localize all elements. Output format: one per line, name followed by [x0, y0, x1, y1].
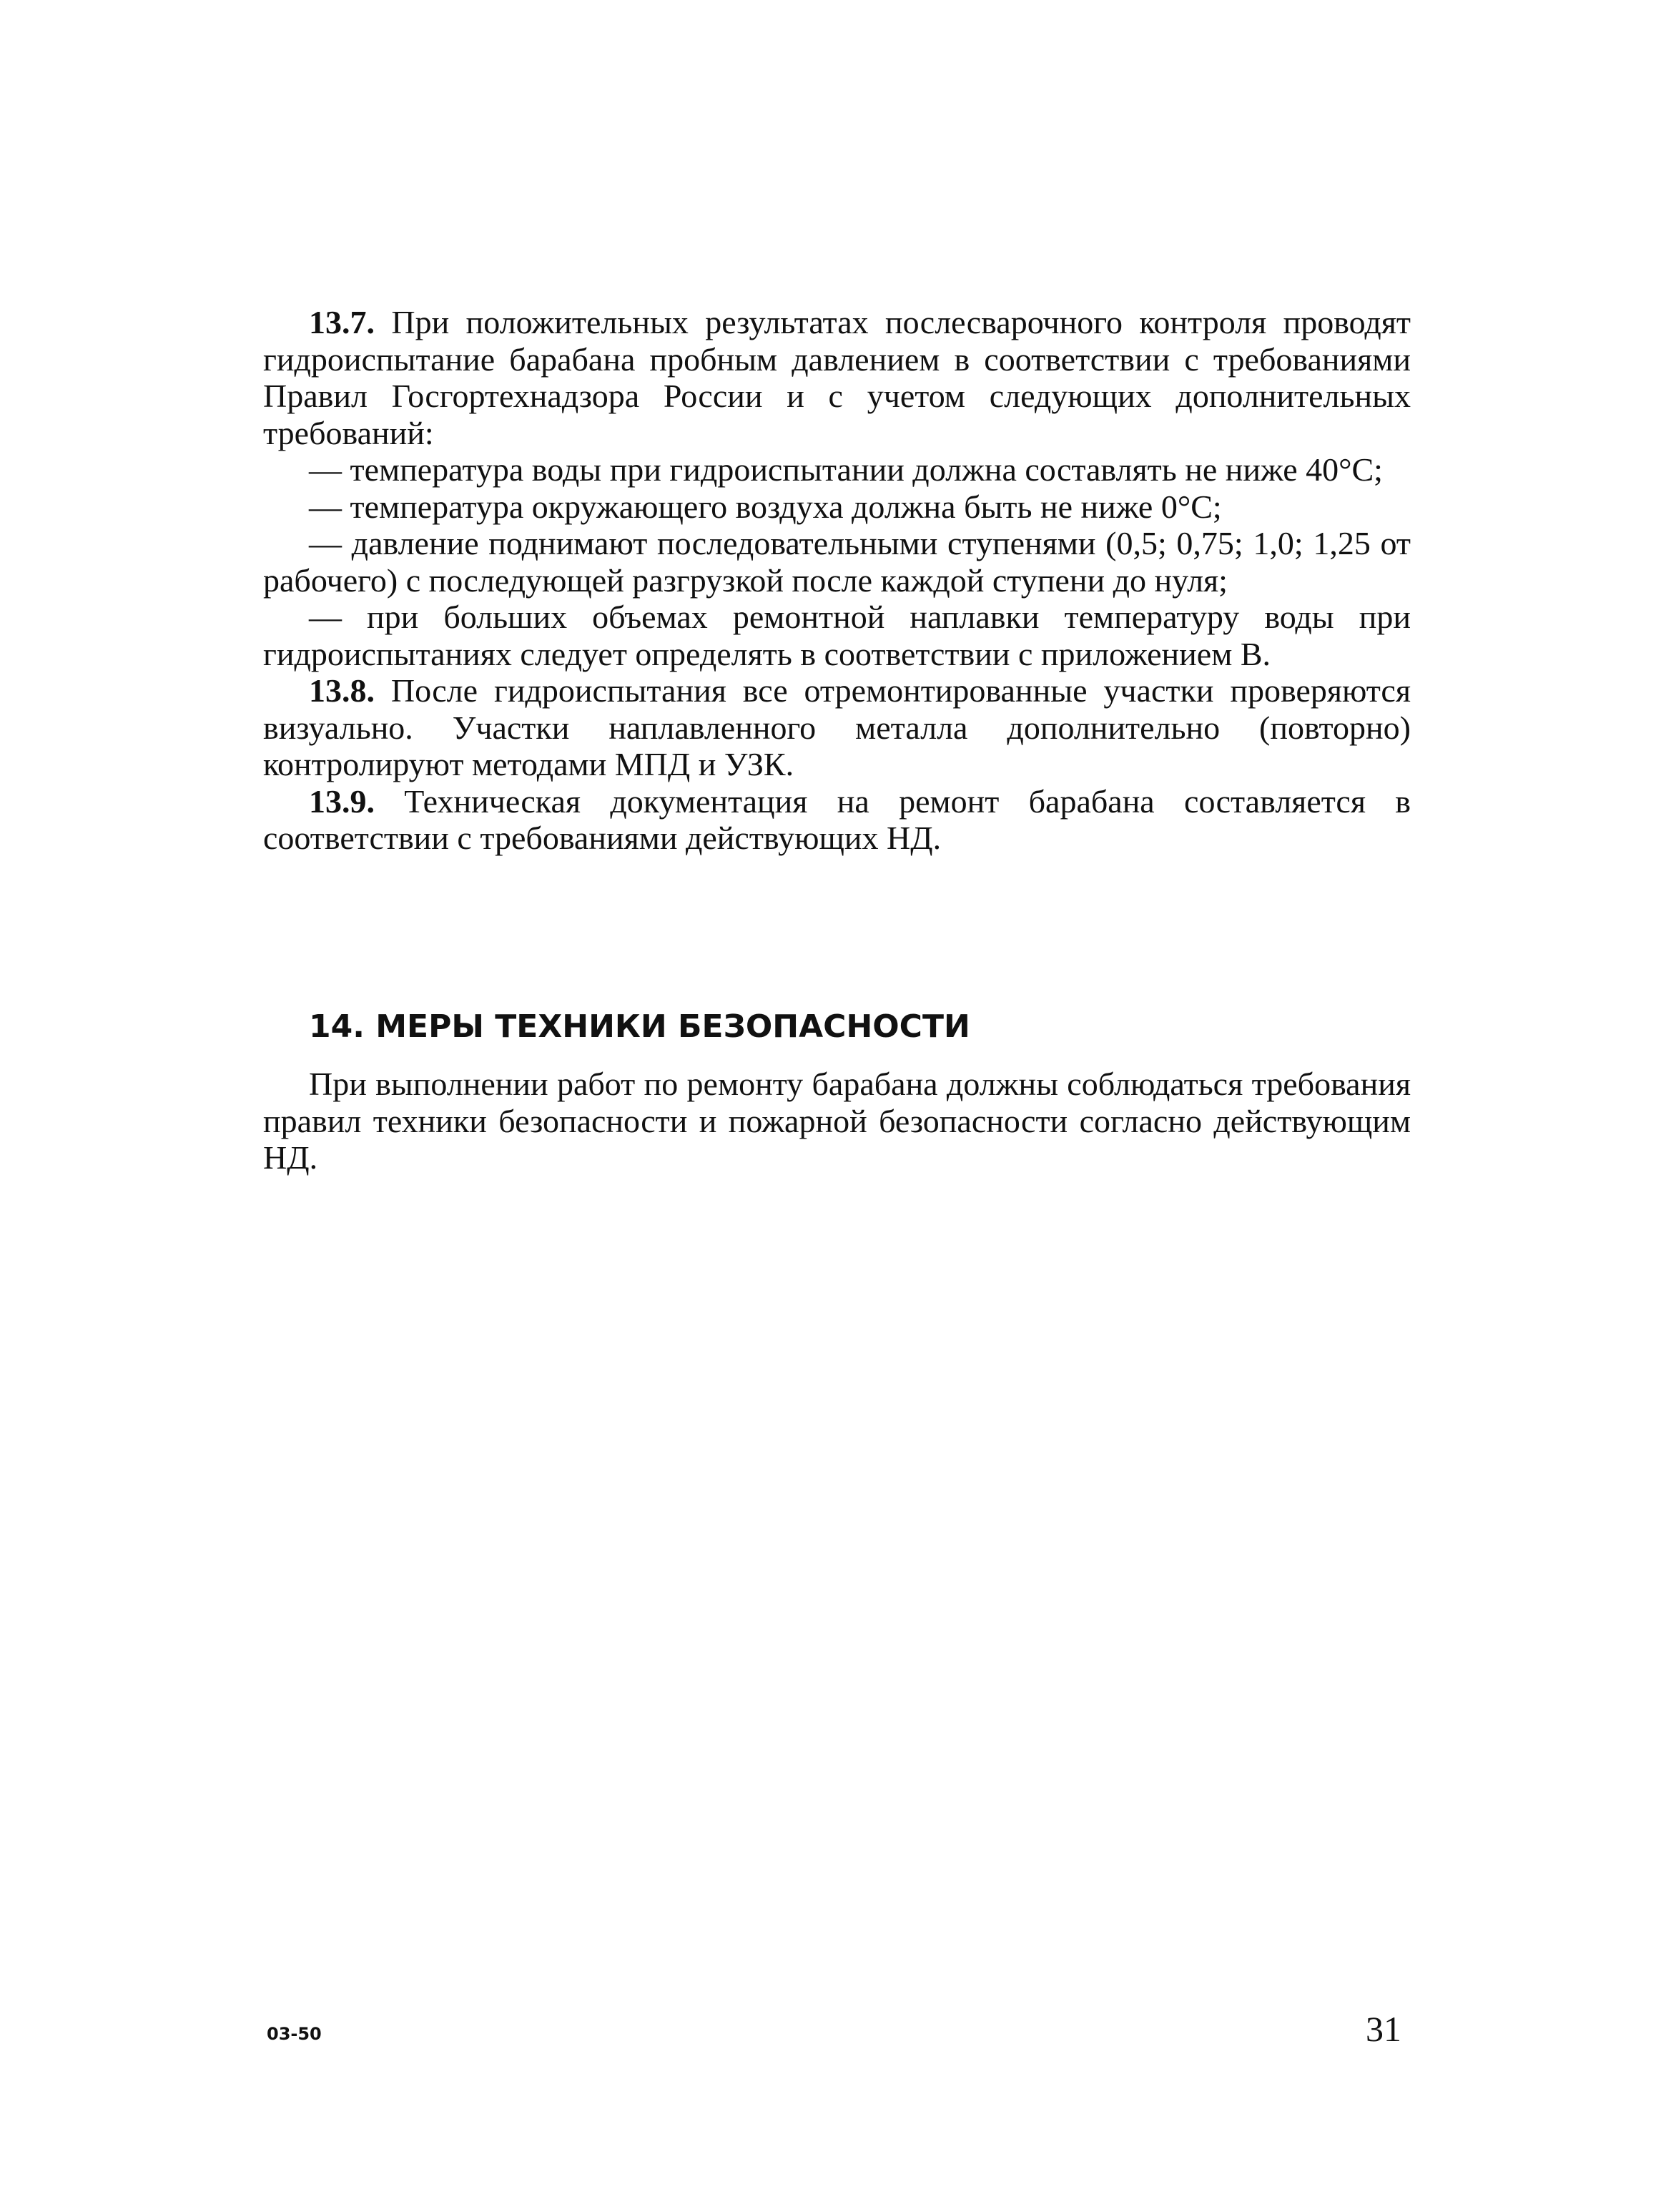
clause-number-13-7: 13.7. — [309, 304, 375, 340]
page-number: 31 — [1366, 2009, 1401, 2049]
clause-number-13-8: 13.8. — [309, 672, 375, 709]
paragraph-13-8 — [263, 672, 1411, 783]
requirement-item-pressure-steps: — давление поднимают последовательными ступенями (0,5; 0,75; 1,0; 1,25 от рабочего) с последующей разгрузкой после каждой ступени до нуля; — [263, 525, 1411, 599]
document-code: 03-50 — [267, 2024, 322, 2044]
clause-text-13-8: После гидроиспытания все отремонтированные участки проверяются визуально. Участки наплавленного металла дополнительно (повторно) контролируют методами МПД и УЗК. — [263, 672, 1411, 782]
section-14-body: При выполнении работ по ремонту барабана должны соблюдаться требования правил техники безопасности и пожарной безопасности согласно действующим НД. — [263, 1066, 1411, 1176]
paragraph-13-7 — [263, 304, 1411, 451]
requirement-item-air-temperature: — температура окружающего воздуха должна быть не ниже 0°С; — [309, 488, 1222, 525]
requirement-item-water-temperature: — температура воды при гидроиспытании должна составлять не ниже 40°С; — [309, 451, 1383, 488]
clause-number-13-9: 13.9. — [309, 782, 375, 820]
section-13-text — [263, 304, 1411, 857]
paragraph-13-9 — [263, 783, 1411, 857]
requirement-item-large-overlay: — при больших объемах ремонтной наплавки температуру воды при гидроиспытаниях следует определять в соответствии с приложением В. — [263, 599, 1411, 672]
clause-text-13-9: Техническая документация на ремонт барабана составляется в соответствии с требованиями действующих НД. — [263, 782, 1411, 856]
clause-text-13-7: При положительных результатах послесварочного контроля проводят гидроиспытание барабана пробным давлением в соответствии с требованиями Правил Госгортехнадзора России и с учетом следующих дополнительных требований: — [263, 304, 1411, 451]
section-14-heading: 14. МЕРЫ ТЕХНИКИ БЕЗОПАСНОСТИ — [309, 1008, 970, 1045]
